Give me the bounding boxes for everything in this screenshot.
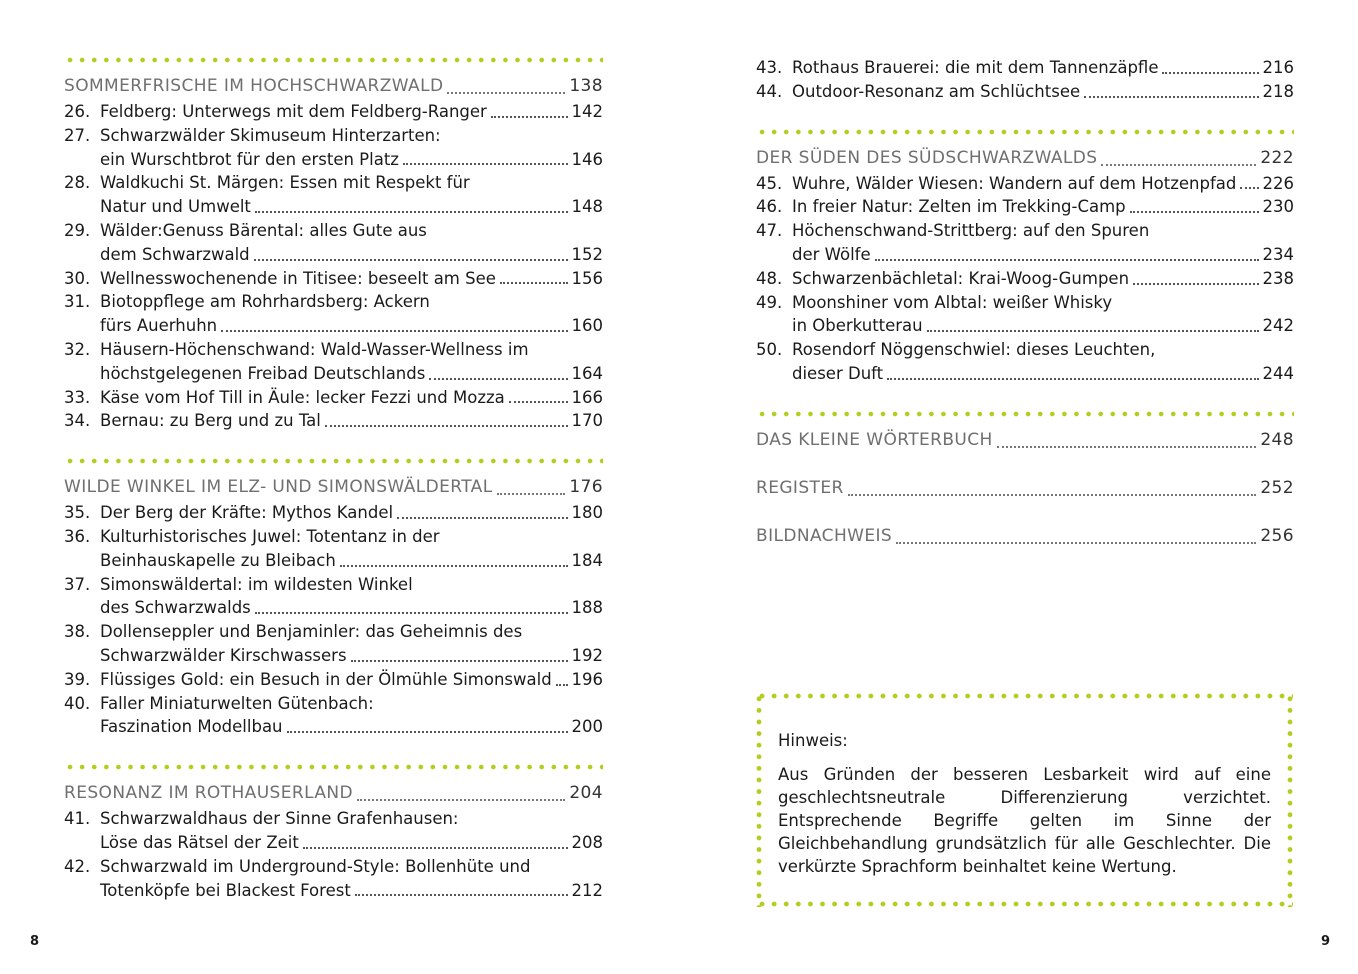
dot-leader [340, 559, 568, 567]
entry-title: Wuhre, Wälder Wiesen: Wandern auf dem Hotzenpfad [792, 173, 1237, 193]
entry-page: 166 [571, 387, 603, 407]
dot-leader [325, 419, 568, 427]
entry-number: 36. [64, 526, 91, 546]
entry-title: Bernau: zu Berg und zu Tal [100, 411, 321, 431]
dot-leader [1130, 205, 1259, 213]
dot-leader [351, 654, 568, 662]
entry-number: 50. [756, 340, 783, 360]
dot-leader [397, 511, 567, 519]
entry-number: 45. [756, 173, 783, 193]
entry-title: Wellnesswochenende in Titisee: beseelt am See [100, 268, 496, 288]
toc-entry[interactable] [64, 290, 603, 338]
entry-title: Totenköpfe bei Blackest Forest [100, 880, 351, 900]
dot-leader [1162, 66, 1258, 74]
entry-page: 146 [571, 149, 603, 169]
entry-list [64, 807, 603, 902]
dot-leader [887, 372, 1258, 380]
dot-leader [500, 276, 568, 284]
entry-list [64, 100, 603, 433]
entry-title: Höchenschwand-Strittberg: auf den Spuren [792, 221, 1150, 241]
toc-section-rothauserland [64, 763, 603, 902]
toc-section-sueden [756, 128, 1294, 386]
entry-page: 196 [571, 669, 603, 689]
entry-title: Simonswäldertal: im wildesten Winkel [100, 574, 413, 594]
dot-leader [1084, 90, 1258, 98]
entry-number: 40. [64, 693, 91, 713]
entry-page: 148 [571, 197, 603, 217]
right-page-toc [756, 56, 1294, 574]
entry-title: Moonshiner vom Albtal: weißer Whisky [792, 292, 1113, 312]
toc-entry[interactable] [756, 267, 1294, 291]
dot-leader [927, 324, 1259, 332]
dot-leader [403, 157, 568, 165]
entry-number: 37. [64, 574, 91, 594]
entry-title: Beinhauskapelle zu Bleibach [100, 550, 336, 570]
dot-leader [429, 372, 567, 380]
entry-title: Rothaus Brauerei: die mit dem Tannenzäpfle [792, 58, 1159, 77]
entry-title: Kulturhistorisches Juwel: Totentanz in der [100, 526, 440, 546]
toc-appendix [756, 410, 1294, 550]
entry-title: Schwarzwälder Skimuseum Hinterzarten: [100, 125, 441, 145]
entry-number: 39. [64, 669, 91, 689]
dot-leader [255, 205, 568, 213]
entry-number: 43. [756, 58, 783, 77]
entry-page: 152 [571, 244, 603, 264]
toc-entry[interactable] [64, 668, 603, 692]
entry-page: 208 [571, 832, 603, 852]
entry-page: 200 [571, 717, 603, 737]
dot-leader [509, 395, 568, 403]
toc-section-hochschwarzwald [64, 56, 603, 433]
entry-page: 216 [1262, 58, 1294, 77]
section-heading[interactable]: WILDE WINKEL IM ELZ- UND SIMONSWÄLDERTAL 176 [64, 477, 603, 498]
entry-title: Rosendorf Nöggenschwiel: dieses Leuchten, [792, 340, 1156, 360]
entry-page: 238 [1262, 268, 1294, 288]
toc-entry[interactable] [64, 409, 603, 433]
section-heading[interactable]: RESONANZ IM ROTHAUSERLAND 204 [64, 783, 603, 804]
entry-title: Feldberg: Unterwegs mit dem Feldberg-Ranger [100, 102, 487, 121]
toc-entry[interactable] [64, 573, 603, 621]
entry-page: 170 [571, 411, 603, 431]
entry-number: 34. [64, 411, 91, 431]
entry-title: höchstgelegenen Freibad Deutschlands [100, 363, 426, 383]
entry-number: 41. [64, 809, 91, 829]
entry-page: 188 [571, 598, 603, 618]
dotted-divider [64, 56, 603, 64]
appendix-heading-register[interactable]: REGISTER 252 [756, 477, 1294, 498]
dotted-divider [64, 763, 603, 771]
dot-leader [303, 841, 568, 849]
entry-number: 31. [64, 292, 91, 312]
entry-list [64, 501, 603, 739]
toc-entry[interactable] [64, 807, 603, 855]
entry-number: 33. [64, 387, 91, 407]
toc-entry[interactable] [64, 501, 603, 525]
entry-title: Schwarzwaldhaus der Sinne Grafenhausen: [100, 809, 459, 829]
entry-page: 212 [571, 880, 603, 900]
entry-page: 192 [571, 645, 603, 665]
entry-title: In freier Natur: Zelten im Trekking-Camp [792, 197, 1126, 217]
dot-leader [287, 725, 568, 733]
hint-box [756, 693, 1293, 907]
entry-title: ein Wurschtbrot für den ersten Platz [100, 149, 399, 169]
dot-leader [355, 888, 568, 896]
entry-number: 38. [64, 622, 91, 642]
section-heading[interactable]: DER SÜDEN DES SÜDSCHWARZWALDS 222 [756, 147, 1294, 168]
entry-number: 35. [64, 503, 91, 523]
toc-entry[interactable] [64, 855, 603, 903]
dot-leader [221, 324, 567, 332]
entry-title: dieser Duft [792, 363, 884, 383]
entry-page: 184 [571, 550, 603, 570]
entry-list [756, 56, 1294, 104]
page-number-left: 8 [30, 934, 40, 949]
entry-title: Waldkuchi St. Märgen: Essen mit Respekt für [100, 173, 470, 193]
toc-entry[interactable] [64, 620, 603, 668]
dotted-divider [756, 128, 1294, 136]
page-number-right: 9 [1321, 934, 1331, 949]
entry-title: dem Schwarzwald [100, 244, 250, 264]
entry-number: 29. [64, 220, 91, 240]
entry-title: Käse vom Hof Till in Äule: lecker Fezzi und Mozza [100, 387, 505, 407]
toc-section-rothauserland-continued [756, 56, 1294, 104]
toc-entry[interactable] [64, 100, 603, 124]
toc-entry[interactable] [64, 386, 603, 410]
entry-page: 242 [1262, 316, 1294, 336]
toc-entry[interactable] [64, 692, 603, 740]
entry-title: Dollenseppler und Benjaminler: das Geheimnis des [100, 622, 523, 642]
entry-page: 244 [1262, 363, 1294, 383]
section-heading[interactable]: SOMMERFRISCHE IM HOCHSCHWARZWALD 138 [64, 76, 603, 96]
toc-entry[interactable] [64, 525, 603, 573]
appendix-heading-bildnachweis[interactable]: BILDNACHWEIS 256 [756, 525, 1294, 546]
entry-number: 27. [64, 125, 91, 145]
entry-title: Natur und Umwelt [100, 197, 251, 217]
entry-title: Biotoppflege am Rohrhardsberg: Ackern [100, 292, 430, 312]
dotted-divider [756, 410, 1294, 418]
entry-title: Schwarzwald im Underground-Style: Bollenhüte und [100, 856, 531, 876]
entry-number: 30. [64, 268, 91, 288]
entry-page: 230 [1262, 197, 1294, 217]
toc-entry[interactable] [64, 267, 603, 291]
appendix-heading-woerterbuch[interactable]: DAS KLEINE WÖRTERBUCH 248 [756, 429, 1294, 450]
entry-title: fürs Auerhuhn [100, 316, 218, 336]
entry-page: 156 [571, 268, 603, 288]
entry-title: Flüssiges Gold: ein Besuch in der Ölmühle Simonswald [100, 669, 552, 689]
toc-entry[interactable] [64, 124, 603, 172]
toc-entry[interactable] [64, 171, 603, 219]
entry-title: Outdoor-Resonanz am Schlüchtsee [792, 81, 1081, 101]
entry-title: in Oberkutterau [792, 316, 923, 336]
entry-number: 26. [64, 102, 91, 121]
toc-entry[interactable] [756, 338, 1294, 386]
dot-leader [255, 606, 568, 614]
hint-title: Hinweis: [778, 731, 848, 750]
entry-number: 47. [756, 221, 783, 241]
entry-title: des Schwarzwalds [100, 598, 251, 618]
entry-title: Schwarzwälder Kirschwassers [100, 645, 347, 665]
toc-entry[interactable] [756, 195, 1294, 219]
dotted-divider [64, 457, 603, 465]
toc-entry[interactable] [756, 172, 1294, 196]
left-page-toc [64, 56, 603, 926]
entry-number: 46. [756, 197, 783, 217]
entry-title: Faller Miniaturwelten Gütenbach: [100, 693, 374, 713]
entry-number: 44. [756, 81, 783, 101]
entry-page: 142 [571, 102, 603, 121]
toc-entry[interactable] [64, 338, 603, 386]
entry-title: Faszination Modellbau [100, 717, 283, 737]
toc-section-elztal [64, 457, 603, 739]
entry-title: Schwarzenbächletal: Krai-Woog-Gumpen [792, 268, 1130, 288]
entry-number: 48. [756, 268, 783, 288]
entry-page: 234 [1262, 244, 1294, 264]
dot-leader [556, 678, 568, 686]
entry-number: 42. [64, 856, 91, 876]
entry-page: 164 [571, 363, 603, 383]
entry-title: Häusern-Höchenschwand: Wald-Wasser-Wellness im [100, 339, 529, 359]
entry-page: 180 [571, 503, 603, 523]
hint-text: Aus Gründen der besseren Lesbarkeit wird auf eine geschlechtsneutrale Differenzierung verzichtet. Entsprechende Begriffe gelten im Sinne der Gleichbehandlung grundsätzlich für alle Geschlechter. Die verkürzte Sprachform beinhaltet keine Wertung. [778, 765, 1271, 876]
entry-number: 32. [64, 339, 91, 359]
toc-entry[interactable] [64, 219, 603, 267]
entry-title: Der Berg der Kräfte: Mythos Kandel [100, 503, 394, 523]
entry-page: 160 [571, 316, 603, 336]
entry-list [756, 172, 1294, 386]
entry-number: 49. [756, 292, 783, 312]
entry-title: Löse das Rätsel der Zeit [100, 832, 299, 852]
dot-leader [875, 253, 1259, 261]
dot-leader [254, 253, 568, 261]
dot-leader [1133, 277, 1258, 285]
entry-page: 226 [1262, 173, 1294, 193]
toc-entry[interactable] [756, 56, 1294, 80]
dot-leader [1240, 181, 1258, 189]
toc-entry[interactable] [756, 219, 1294, 267]
entry-number: 28. [64, 173, 91, 193]
entry-title: der Wölfe [792, 244, 871, 264]
dot-leader [491, 110, 568, 118]
toc-entry[interactable] [756, 291, 1294, 339]
entry-page: 218 [1262, 81, 1294, 101]
toc-entry[interactable] [756, 80, 1294, 104]
entry-title: Wälder:Genuss Bärental: alles Gute aus [100, 220, 427, 240]
